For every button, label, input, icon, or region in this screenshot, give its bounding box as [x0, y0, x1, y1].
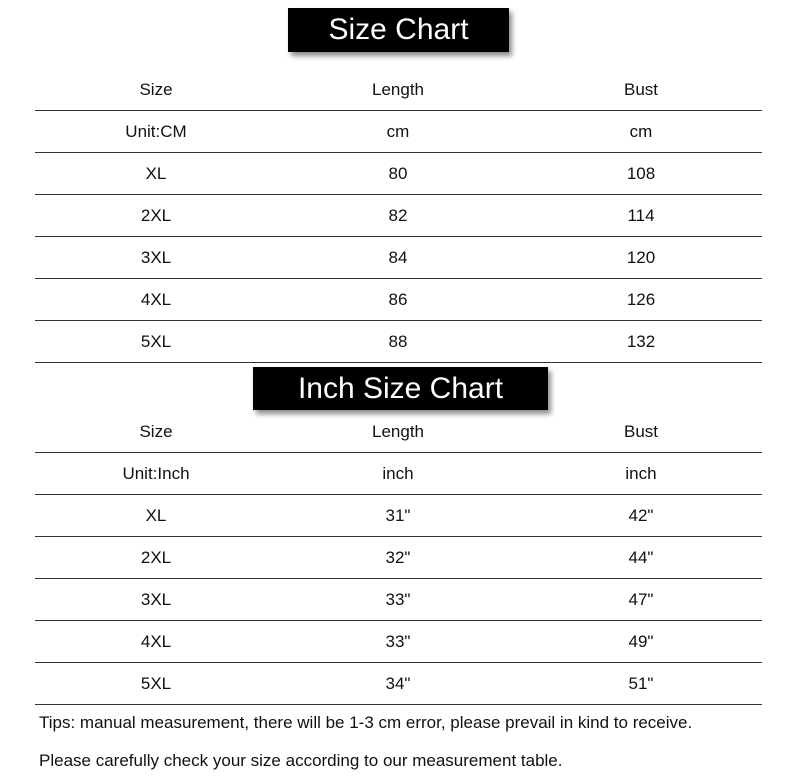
cell-length: 33": [385, 631, 411, 651]
cell-size: 2XL: [140, 547, 172, 567]
cell-size: 2XL: [140, 205, 172, 225]
table-row: [35, 494, 762, 536]
header-size: Size: [139, 421, 173, 441]
cell-length: 33": [385, 589, 411, 609]
table-header-row: [35, 411, 762, 452]
cell-length: 31": [385, 505, 411, 525]
tips-check-size-note: Please carefully check your size according to our measurement table.: [39, 751, 563, 770]
cell-bust: 47": [628, 589, 654, 609]
cell-size: XL: [145, 505, 167, 525]
cell-bust: 44": [628, 547, 654, 567]
table-row: [35, 236, 762, 278]
cell-size: 4XL: [140, 289, 172, 309]
cell-size: 5XL: [140, 331, 172, 351]
cell-length: inch: [382, 463, 414, 483]
table-row: [35, 278, 762, 320]
cell-length: cm: [386, 121, 410, 141]
cell-size: XL: [145, 163, 167, 183]
cell-bust: 108: [626, 163, 656, 183]
cell-length: 88: [388, 331, 408, 351]
cell-bust: 42": [628, 505, 654, 525]
header-length: Length: [372, 421, 424, 441]
cell-length: 86: [388, 289, 408, 309]
inch-size-chart-title: Inch Size Chart: [253, 367, 548, 410]
cell-bust: 51": [628, 673, 654, 693]
tips-measurement-note: Tips: manual measurement, there will be 1-3 cm error, please prevail in kind to receive.: [39, 713, 693, 732]
cell-bust: 120: [626, 247, 656, 267]
cell-length: 80: [388, 163, 408, 183]
cell-size: 3XL: [140, 247, 172, 267]
cell-length: 32": [385, 547, 411, 567]
table-row: [35, 320, 762, 363]
header-bust: Bust: [623, 79, 659, 99]
cell-length: 84: [388, 247, 408, 267]
cell-size: 3XL: [140, 589, 172, 609]
table-row: [35, 578, 762, 620]
table-row: [35, 452, 762, 494]
table-row: [35, 662, 762, 705]
cell-bust: cm: [629, 121, 653, 141]
cm-size-table: [35, 69, 762, 363]
cell-size: Unit:CM: [125, 121, 187, 141]
cell-length: 82: [388, 205, 408, 225]
cell-length: 34": [385, 673, 411, 693]
cell-size: Unit:Inch: [122, 463, 190, 483]
inch-size-table: [35, 411, 762, 705]
header-bust: Bust: [623, 421, 659, 441]
cell-bust: 114: [627, 205, 655, 225]
cell-bust: 126: [626, 289, 656, 309]
cell-bust: 132: [626, 331, 656, 351]
table-row: [35, 110, 762, 152]
size-chart-title: Size Chart: [288, 8, 509, 52]
header-size: Size: [139, 79, 173, 99]
table-row: [35, 194, 762, 236]
cell-size: 4XL: [140, 631, 172, 651]
table-row: [35, 536, 762, 578]
table-row: [35, 620, 762, 662]
cell-bust: 49": [628, 631, 654, 651]
table-header-row: [35, 69, 762, 110]
table-row: [35, 152, 762, 194]
header-length: Length: [372, 79, 424, 99]
cell-size: 5XL: [140, 673, 172, 693]
cell-bust: inch: [625, 463, 657, 483]
